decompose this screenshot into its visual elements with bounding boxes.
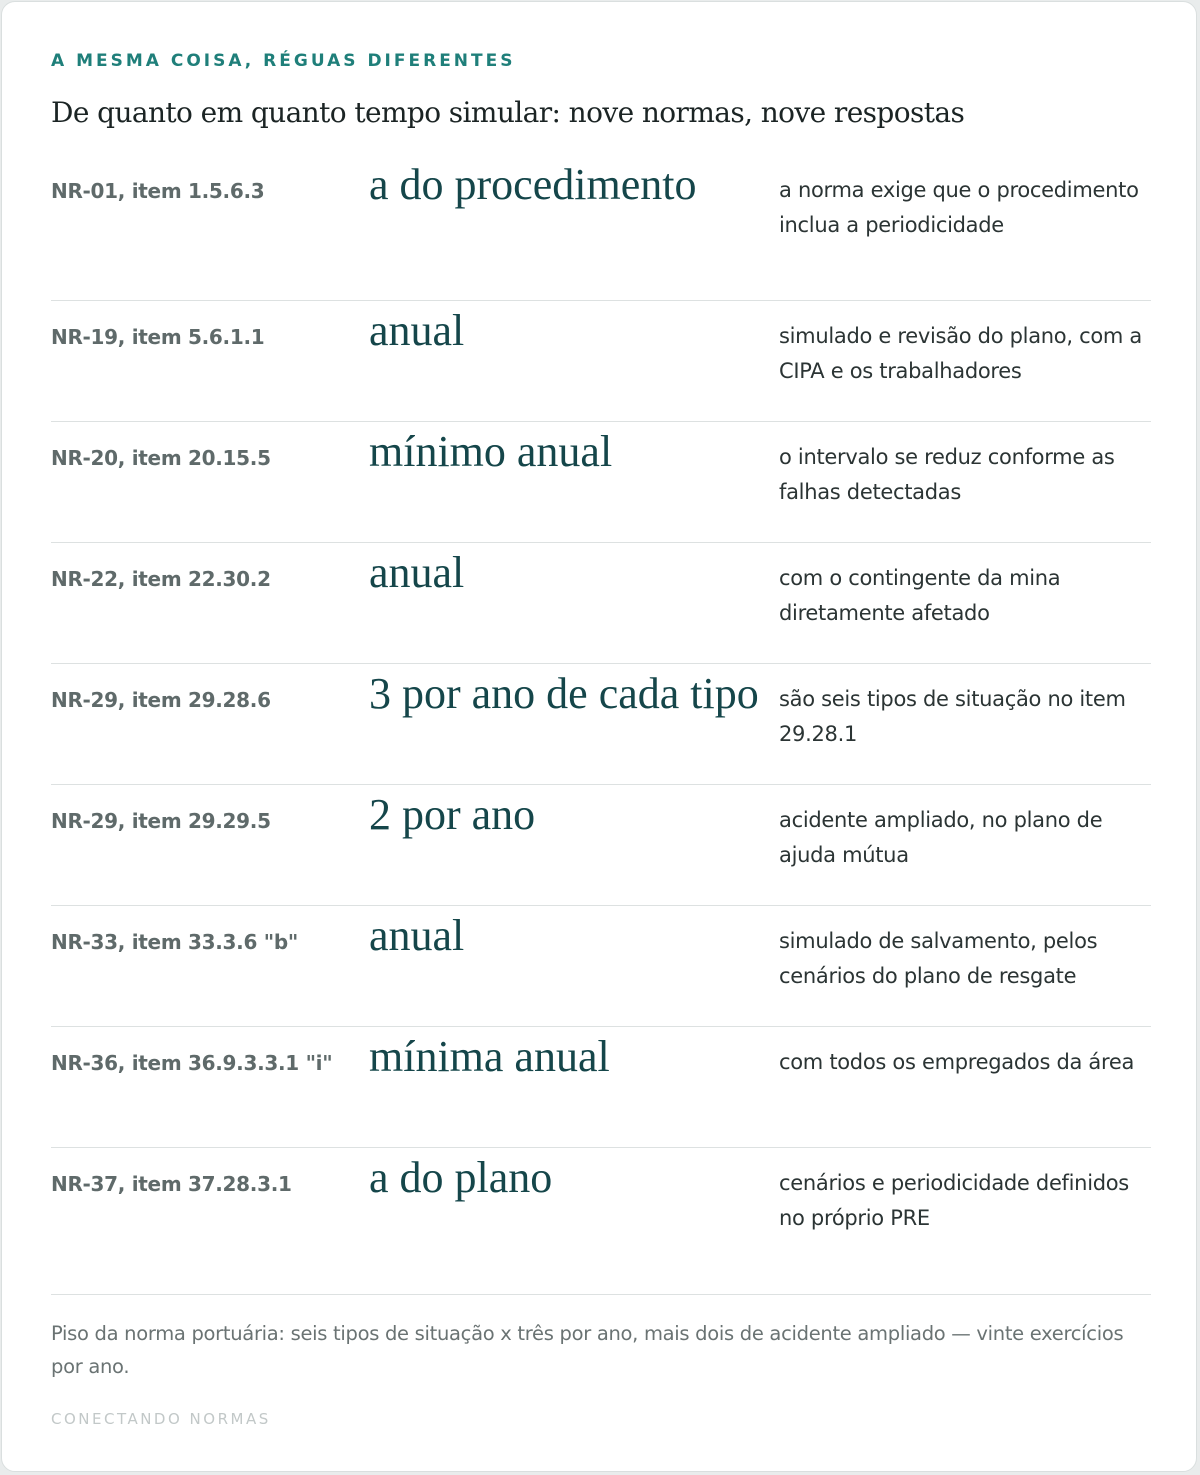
frequency-value: anual	[369, 306, 465, 355]
page-title: De quanto em quanto tempo simular: nove normas, nove respostas	[51, 96, 965, 129]
table-row	[51, 1027, 1151, 1148]
norms-table	[51, 155, 1151, 1295]
table-row	[51, 906, 1151, 1027]
frequency-value: 3 por ano de cada tipo	[369, 669, 759, 718]
table-row	[51, 1148, 1151, 1295]
kicker: A MESMA COISA, RÉGUAS DIFERENTES	[51, 51, 516, 71]
card	[1, 1, 1197, 1472]
table-row	[51, 155, 1151, 301]
norm-reference: NR-19, item 5.6.1.1	[51, 325, 265, 349]
frequency-note: com todos os empregados da área	[779, 1050, 1135, 1074]
frequency-note: simulado de salvamento, pelos cenários do plano de resgate	[779, 929, 1098, 988]
table-row	[51, 301, 1151, 422]
frequency-value: a do plano	[369, 1153, 553, 1202]
table-row	[51, 422, 1151, 543]
frequency-value: 2 por ano	[369, 790, 536, 839]
norm-reference: NR-37, item 37.28.3.1	[51, 1172, 292, 1196]
norm-reference: NR-29, item 29.29.5	[51, 809, 271, 833]
frequency-note: a norma exige que o procedimento inclua a periodicidade	[779, 178, 1139, 237]
frequency-value: mínimo anual	[369, 427, 613, 476]
frequency-value: a do procedimento	[369, 160, 697, 209]
table-row	[51, 664, 1151, 785]
frequency-note: com o contingente da mina diretamente afetado	[779, 566, 1061, 625]
frequency-note: são seis tipos de situação no item 29.28.1	[779, 687, 1126, 746]
frequency-note: acidente ampliado, no plano de ajuda mútua	[779, 808, 1103, 867]
frequency-note: simulado e revisão do plano, com a CIPA e os trabalhadores	[779, 324, 1142, 383]
footnote: Piso da norma portuária: seis tipos de situação x três por ano, mais dois de acidente ampliado — vinte exercícios por ano.	[51, 1322, 1124, 1378]
frequency-value: mínima anual	[369, 1032, 610, 1081]
brand-label: CONECTANDO NORMAS	[51, 1410, 271, 1428]
norm-reference: NR-33, item 33.3.6 "b"	[51, 930, 298, 954]
norm-reference: NR-36, item 36.9.3.3.1 "i"	[51, 1051, 333, 1075]
norm-reference: NR-29, item 29.28.6	[51, 688, 271, 712]
norm-reference: NR-20, item 20.15.5	[51, 446, 271, 470]
frequency-value: anual	[369, 911, 465, 960]
norm-reference: NR-22, item 22.30.2	[51, 567, 271, 591]
frequency-note: o intervalo se reduz conforme as falhas detectadas	[779, 445, 1115, 504]
frequency-note: cenários e periodicidade definidos no próprio PRE	[779, 1171, 1129, 1230]
table-row	[51, 543, 1151, 664]
frequency-value: anual	[369, 548, 465, 597]
table-row	[51, 785, 1151, 906]
norm-reference: NR-01, item 1.5.6.3	[51, 179, 265, 203]
